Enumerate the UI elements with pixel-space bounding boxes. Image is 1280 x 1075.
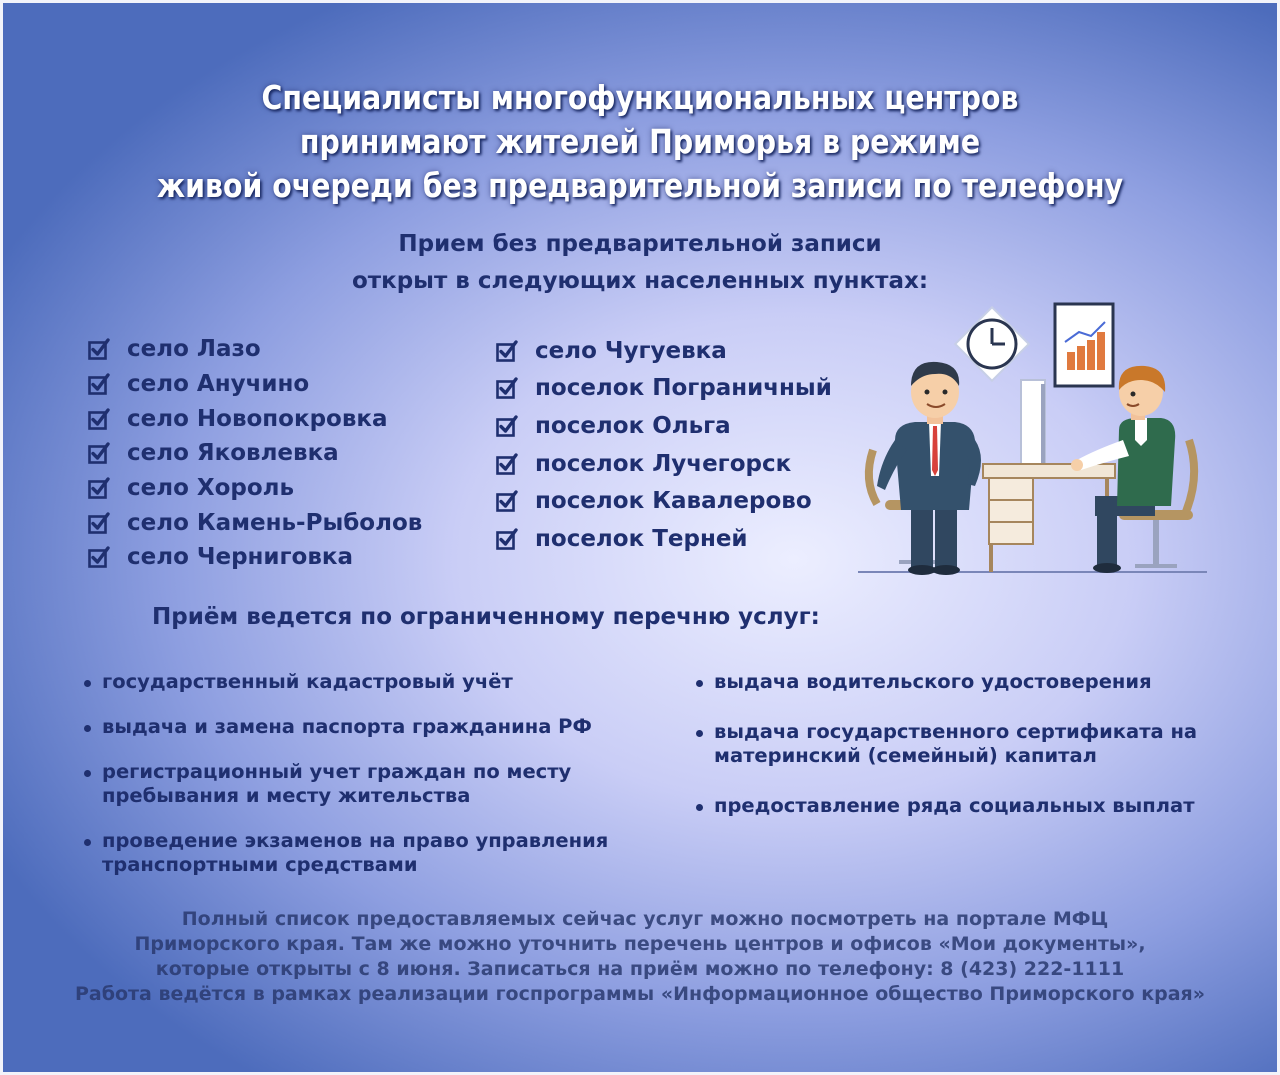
footer-note	[0, 907, 1280, 1007]
town-name: поселок Кавалерово	[535, 488, 812, 515]
service-text: проведение экзаменов на право управления	[102, 829, 609, 852]
client-figure	[877, 362, 981, 575]
office-illustration	[855, 300, 1215, 582]
checkbox-checked-icon	[88, 477, 110, 499]
service-item	[696, 720, 1197, 768]
towns-list-left	[88, 332, 422, 575]
town-name: поселок Ольга	[535, 412, 731, 439]
service-item	[696, 670, 1197, 694]
town-item	[88, 332, 422, 367]
poster-title	[90, 76, 1191, 208]
footer-line-2: Приморского края. Там же можно уточнить перечень центров и офисов «Мои документы»,	[134, 933, 1146, 955]
checkbox-checked-icon	[88, 546, 110, 568]
town-item	[88, 540, 422, 575]
service-text: материнский (семейный) капитал	[714, 744, 1097, 767]
service-item	[84, 829, 608, 877]
town-item	[496, 445, 832, 483]
service-text: предоставление ряда социальных выплат	[714, 794, 1195, 817]
town-name: село Яковлевка	[127, 440, 339, 467]
town-item	[496, 482, 832, 520]
checkbox-checked-icon	[88, 408, 110, 430]
service-text: транспортными средствами	[102, 853, 418, 876]
towns-list-right	[496, 332, 832, 558]
monitor-icon	[1021, 380, 1053, 468]
town-name: село Хороль	[127, 475, 295, 502]
town-item	[88, 505, 422, 540]
checkbox-checked-icon	[88, 512, 110, 534]
checkbox-checked-icon	[496, 453, 518, 475]
desk	[983, 464, 1115, 572]
service-text: выдача водительского удостоверения	[714, 670, 1152, 693]
subtitle-line-1: Прием без предварительной записи	[398, 231, 882, 257]
clock-icon	[955, 307, 1029, 381]
town-name: поселок Терней	[535, 525, 748, 552]
town-item	[88, 436, 422, 471]
title-line-3: живой очереди без предварительной записи по телефону	[156, 166, 1124, 205]
checkbox-checked-icon	[496, 377, 518, 399]
town-item	[496, 520, 832, 558]
town-name: село Лазо	[127, 336, 261, 363]
checkbox-checked-icon	[496, 528, 518, 550]
chart-icon	[1055, 304, 1113, 386]
service-text: выдача государственного сертификата на	[714, 720, 1198, 743]
town-name: село Черниговка	[127, 544, 354, 571]
town-name: поселок Пограничный	[535, 375, 832, 402]
town-name: село Новопокровка	[127, 405, 388, 432]
checkbox-checked-icon	[88, 442, 110, 464]
town-item	[496, 370, 832, 408]
checkbox-checked-icon	[88, 338, 110, 360]
town-name: поселок Лучегорск	[535, 450, 792, 477]
service-text: регистрационный учет граждан по месту	[102, 760, 572, 783]
town-item	[88, 471, 422, 506]
subtitle-line-2: открыт в следующих населенных пунктах:	[351, 268, 929, 294]
service-text: выдача и замена паспорта гражданина РФ	[102, 715, 592, 738]
town-name: село Анучино	[127, 371, 310, 398]
footer-line-4: Работа ведётся в рамках реализации госпрограммы «Информационное общество Приморского края»	[74, 983, 1206, 1005]
service-text: государственный кадастровый учёт	[102, 670, 513, 693]
town-item	[496, 332, 832, 370]
footer-line-1: Полный список предоставляемых сейчас услуг можно посмотреть на портале МФЦ	[181, 908, 1109, 930]
footer-line-3: которые открыты с 8 июня. Записаться на приём можно по телефону: 8 (423) 222-1111	[155, 958, 1125, 980]
services-list-right	[696, 670, 1197, 818]
service-item	[84, 670, 608, 694]
title-line-1: Специалисты многофункциональных центров	[261, 78, 1019, 117]
services-heading: Приём ведется по ограниченному перечню услуг:	[152, 604, 820, 630]
checkbox-checked-icon	[88, 373, 110, 395]
services-list-left	[84, 670, 608, 877]
service-item	[84, 760, 608, 808]
service-item	[84, 715, 608, 739]
town-name: село Чугуевка	[535, 337, 727, 364]
town-item	[88, 401, 422, 436]
subtitle	[0, 226, 1280, 300]
town-name: село Камень-Рыболов	[127, 509, 423, 536]
checkbox-checked-icon	[496, 490, 518, 512]
checkbox-checked-icon	[496, 415, 518, 437]
title-line-2: принимают жителей Приморья в режиме	[299, 122, 981, 161]
town-item	[88, 367, 422, 402]
town-item	[496, 407, 832, 445]
checkbox-checked-icon	[496, 340, 518, 362]
service-item	[696, 794, 1197, 818]
service-text: пребывания и месту жительства	[102, 784, 471, 807]
